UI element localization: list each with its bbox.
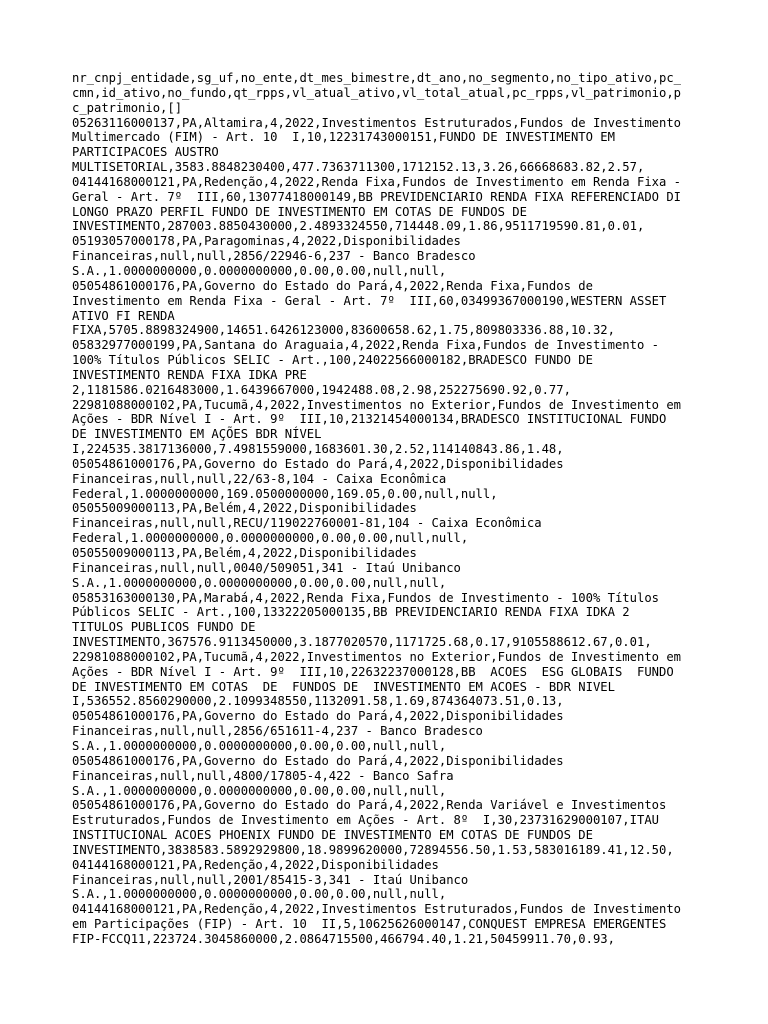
text-line: 05054861000176,PA,Governo do Estado do Pará,4,2022,Renda Variável e Investimentos [72, 798, 667, 813]
text-line: 05054861000176,PA,Governo do Estado do Pará,4,2022,Disponibilidades [72, 753, 564, 768]
text-line: DE INVESTIMENTO EM COTAS DE FUNDOS DE INVESTIMENTO EM ACOES - BDR NIVEL [72, 679, 615, 694]
text-line: INVESTIMENTO,367576.9113450000,3.1877020570,1171725.68,0.17,9105588612.67,0.01, [72, 635, 652, 650]
text-line: PARTICIPACOES AUSTRO [72, 145, 219, 160]
text-line: I,536552.8560290000,2.1099348550,1132091.58,1.69,874364073.51,0.13, [72, 694, 564, 709]
text-line: Financeiras,null,null,2856/651611-4,237 - Banco Bradesco [72, 724, 483, 739]
text-line: INVESTIMENTO,3838583.5892929800,18.9899620000,72894556.50,1.53,583016189.41,12.50, [72, 842, 674, 857]
text-line: 05054861000176,PA,Governo do Estado do Pará,4,2022,Disponibilidades [72, 456, 564, 471]
text-line: 04144168000121,PA,Redenção,4,2022,Disponibilidades [72, 857, 439, 872]
text-line: S.A.,1.0000000000,0.0000000000,0.00,0.00,null,null, [72, 783, 447, 798]
text-line: LONGO PRAZO PERFIL FUNDO DE INVESTIMENTO EM COTAS DE FUNDOS DE [72, 204, 527, 219]
text-line: 05263116000137,PA,Altamira,4,2022,Investimentos Estruturados,Fundos de Investimento [72, 115, 682, 130]
csv-text-body [72, 71, 702, 947]
text-line: INSTITUCIONAL ACOES PHOENIX FUNDO DE INVESTIMENTO EM COTAS DE FUNDOS DE [72, 828, 593, 843]
text-line: cmn,id_ativo,no_fundo,qt_rpps,vl_atual_ativo,vl_total_atual,pc_rpps,vl_patrimonio,p [72, 85, 682, 100]
text-line: 2,1181586.0216483000,1.6439667000,1942488.08,2.98,252275690.92,0.77, [72, 382, 571, 397]
text-line: 04144168000121,PA,Redenção,4,2022,Renda Fixa,Fundos de Investimento em Renda Fixa - [72, 174, 682, 189]
text-line: S.A.,1.0000000000,0.0000000000,0.00,0.00,null,null, [72, 263, 447, 278]
text-line: c_patrimonio,[] [72, 100, 183, 115]
text-line: Ações - BDR Nível I - Art. 9º III,10,22632237000128,BB ACOES ESG GLOBAIS FUNDO [72, 664, 674, 679]
text-line: 05832977000199,PA,Santana do Araguaia,4,2022,Renda Fixa,Fundos de Investimento - [72, 338, 659, 353]
text-line: em Participações (FIP) - Art. 10 II,5,10625626000147,CONQUEST EMPRESA EMERGENTES [72, 917, 667, 932]
text-line: Estruturados,Fundos de Investimento em Ações - Art. 8º I,30,23731629000107,ITAU [72, 813, 659, 828]
text-line: INVESTIMENTO RENDA FIXA IDKA PRE [72, 367, 307, 382]
text-line: MULTISETORIAL,3583.8848230400,477.7363711300,1712152.13,3.26,66668683.82,2.57, [72, 160, 645, 175]
text-line: ATIVO FI RENDA [72, 308, 175, 323]
text-line: Públicos SELIC - Art.,100,13322205000135,BB PREVIDENCIARIO RENDA FIXA IDKA 2 [72, 605, 630, 620]
text-line: FIP-FCCQ11,223724.3045860000,2.0864715500,466794.40,1.21,50459911.70,0.93, [72, 931, 615, 946]
text-line: I,224535.3817136000,7.4981559000,1683601.30,2.52,114140843.86,1.48, [72, 442, 564, 457]
text-line: Geral - Art. 7º III,60,13077418000149,BB PREVIDENCIARIO RENDA FIXA REFERENCIADO DI [72, 189, 682, 204]
text-line: S.A.,1.0000000000,0.0000000000,0.00,0.00,null,null, [72, 887, 447, 902]
text-line: Financeiras,null,null,RECU/119022760001-81,104 - Caixa Econômica [72, 516, 542, 531]
text-line: Investimento em Renda Fixa - Geral - Art. 7º III,60,03499367000190,WESTERN ASSET [72, 293, 667, 308]
text-line: Multimercado (FIM) - Art. 10 I,10,12231743000151,FUNDO DE INVESTIMENTO EM [72, 130, 615, 145]
text-line: Federal,1.0000000000,169.0500000000,169.05,0.00,null,null, [72, 486, 498, 501]
text-line: S.A.,1.0000000000,0.0000000000,0.00,0.00,null,null, [72, 738, 447, 753]
text-line: 100% Títulos Públicos SELIC - Art.,100,24022566000182,BRADESCO FUNDO DE [72, 353, 593, 368]
text-line: S.A.,1.0000000000,0.0000000000,0.00,0.00,null,null, [72, 575, 447, 590]
text-line: TITULOS PUBLICOS FUNDO DE [72, 620, 256, 635]
text-line: Financeiras,null,null,4800/17805-4,422 - Banco Safra [72, 768, 454, 783]
text-line: 05853163000130,PA,Marabá,4,2022,Renda Fixa,Fundos de Investimento - 100% Títulos [72, 590, 659, 605]
text-line: INVESTIMENTO,287003.8850430000,2.4893324550,714448.09,1.86,9511719590.81,0.01, [72, 219, 645, 234]
text-line: Ações - BDR Nível I - Art. 9º III,10,21321454000134,BRADESCO INSTITUCIONAL FUNDO [72, 412, 667, 427]
text-line: Financeiras,null,null,0040/509051,341 - Itaú Unibanco [72, 560, 461, 575]
text-line: nr_cnpj_entidade,sg_uf,no_ente,dt_mes_bimestre,dt_ano,no_segmento,no_tipo_ativo,pc_ [72, 71, 682, 85]
text-line: 22981088000102,PA,Tucumã,4,2022,Investimentos no Exterior,Fundos de Investimento em [72, 649, 682, 664]
text-line: Federal,1.0000000000,0.0000000000,0.00,0.00,null,null, [72, 531, 469, 546]
text-line: 05055009000113,PA,Belém,4,2022,Disponibilidades [72, 501, 417, 516]
text-line: 05055009000113,PA,Belém,4,2022,Disponibilidades [72, 546, 417, 560]
text-line: Financeiras,null,null,2856/22946-6,237 - Banco Bradesco [72, 249, 476, 264]
text-line: 05054861000176,PA,Governo do Estado do Pará,4,2022,Disponibilidades [72, 709, 564, 724]
text-line: 05193057000178,PA,Paragominas,4,2022,Disponibilidades [72, 234, 461, 249]
text-line: FIXA,5705.8898324900,14651.6426123000,83600658.62,1.75,809803336.88,10.32, [72, 323, 615, 338]
text-line: Financeiras,null,null,2001/85415-3,341 - Itaú Unibanco [72, 872, 469, 887]
text-line: 05054861000176,PA,Governo do Estado do Pará,4,2022,Renda Fixa,Fundos de [72, 278, 593, 293]
text-line: 04144168000121,PA,Redenção,4,2022,Investimentos Estruturados,Fundos de Investimento [72, 902, 682, 917]
text-line: Financeiras,null,null,22/63-8,104 - Caixa Econômica [72, 471, 447, 486]
text-line: 22981088000102,PA,Tucumã,4,2022,Investimentos no Exterior,Fundos de Investimento em [72, 397, 682, 412]
text-line: DE INVESTIMENTO EM AÇÕES BDR NÍVEL [72, 427, 322, 442]
